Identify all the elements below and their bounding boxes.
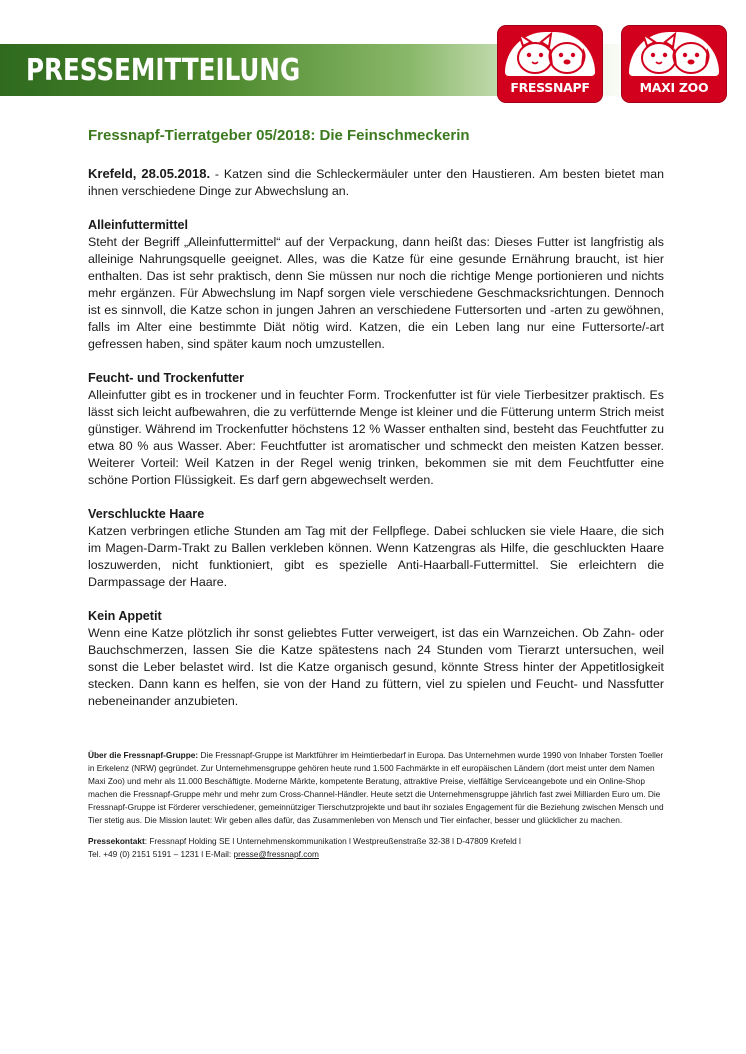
section-heading: Alleinfuttermittel bbox=[88, 218, 189, 232]
cat-and-dog-icon bbox=[629, 32, 719, 76]
section-body: Steht der Begriff „Alleinfuttermittel“ auf der Verpackung, dann heißt das: Dieses Futter ist langfristig als alleinige Nahrungsquelle geeignet. Alles, was die Katze für eine gesunde Ernährung braucht, ist hier enthalten. Das ist sehr praktisch, denn Sie müssen nur noch die richtige Menge portionieren und nichts mehr ergänzen. Für Abwechslung im Napf sorgen viele verschiedene Geschmacksrichtungen. Dennoch ist es sinnvoll, die Katze schon in jungen Jahren an verschiedene Futtersorten und -arten zu gewöhnen, falls im Alter eine bestimmte Diät nötig wird. Katzen, die ein Leben lang nur eine Futtersorte/-art gefressen haben, sind später kaum noch umzustellen. bbox=[88, 235, 664, 351]
intro-paragraph bbox=[88, 165, 664, 200]
about-company bbox=[88, 749, 664, 827]
section-body: Katzen verbringen etliche Stunden am Tag mit der Fellpflege. Dabei schlucken sie viele Haare, die sich im Magen-Darm-Trakt zu Ballen verkleben können. Wenn Katzengras als Hilfe, die geschluckten Haare loszuwerden, nicht funktioniert, gibt es spezielle Anti-Haarball-Futtermittel. Sie erleichtern die Darmpassage der Haare. bbox=[88, 524, 664, 589]
section-feucht-trockenfutter bbox=[88, 370, 664, 489]
section-heading: Verschluckte Haare bbox=[88, 507, 205, 521]
contact-address: : Fressnapf Holding SE l Unternehmenskommunikation l Westpreußenstraße 32-38 l D-47809 Krefeld l bbox=[144, 836, 521, 846]
section-verschluckte-haare bbox=[88, 506, 664, 591]
page-title: Fressnapf-Tierratgeber 05/2018: Die Feinschmeckerin bbox=[88, 127, 470, 144]
fressnapf-logo bbox=[498, 26, 602, 102]
maxi-zoo-logo bbox=[622, 26, 726, 102]
logo-text: FRESSNAPF bbox=[510, 80, 590, 95]
section-kein-appetit bbox=[88, 608, 664, 710]
contact-phone: Tel. +49 (0) 2151 5191 – 1231 l E-Mail: bbox=[88, 849, 234, 859]
cat-and-dog-icon bbox=[505, 32, 595, 76]
section-heading: Kein Appetit bbox=[88, 609, 162, 623]
logo-text: MAXI ZOO bbox=[639, 80, 709, 95]
contact-label: Pressekontakt bbox=[88, 836, 145, 846]
banner-title: PRESSEMITTEILUNG bbox=[26, 53, 301, 88]
press-release-body bbox=[88, 165, 664, 727]
dateline: Krefeld, 28.05.2018. bbox=[88, 166, 211, 181]
intro-text: - Katzen sind die Schleckermäuler unter den Haustieren. Am besten bietet man ihnen verschiedene Dinge zur Abwechslung an. bbox=[88, 167, 664, 198]
section-body: Alleinfutter gibt es in trockener und in feuchter Form. Trockenfutter ist für viele Tierbesitzer praktisch. Es lässt sich leicht aufbewahren, die zu verfütternde Menge ist kleiner und die Fütterung unterm Strich meist günstiger. Während im Trockenfutter höchstens 12 % Wasser enthalten sind, besteht das Feuchtfutter zu etwa 80 % aus Wasser. Aber: Feuchtfutter ist aromatischer und schmeckt den meisten Katzen besser. Weiterer Vorteil: Weil Katzen in der Regel wenig trinken, bekommen sie mit dem Feuchtfutter eine schöne Portion Flüssigkeit. Es darf gern abgewechselt werden. bbox=[88, 388, 664, 487]
section-heading: Feucht- und Trockenfutter bbox=[88, 371, 245, 385]
footer bbox=[88, 749, 664, 861]
section-body: Wenn eine Katze plötzlich ihr sonst geliebtes Futter verweigert, ist das ein Warnzeichen. Ob Zahn- oder Bauchschmerzen, lassen Sie die Katze spätestens nach 24 Stunden vom Tierarzt untersuchen, weil sonst die Leber belastet wird. Ist die Katze organisch gesund, könnte Stress hinter der Appetitlosigkeit stecken. Dann kann es helfen, sie von der Hand zu füttern, viel zu spielen und Feucht- und Nassfutter nebeneinander anzubieten. bbox=[88, 626, 664, 708]
section-alleinfuttermittel bbox=[88, 217, 664, 353]
contact-email-link[interactable]: presse@fressnapf.com bbox=[233, 849, 319, 859]
about-label: Über die Fressnapf-Gruppe: bbox=[88, 750, 199, 760]
about-text: Die Fressnapf-Gruppe ist Marktführer im Heimtierbedarf in Europa. Das Unternehmen wurde 1990 von Inhaber Torsten Toeller in Erkelenz (NRW) gegründet. Zur Unternehmensgruppe gehören heute rund 1.500 Fachmärkte in elf europäischen Ländern (dort meist unter dem Namen Maxi Zoo) und mehr als 11.000 Beschäftigte. Moderne Märkte, kompetente Beratung, attraktive Preise, vielfältige Serviceangebote und ein Online-Shop machen die Fressnapf-Gruppe mehr und mehr zum Cross-Channel-Händler. Heute setzt die Unternehmensgruppe jährlich fast zwei Milliarden Euro um. Die Fressnapf-Gruppe ist Förderer verschiedener, gemeinnütziger Tierschutzprojekte und baut ihr soziales Engagement für die Beziehung zwischen Mensch und Tier stetig aus. Die Mission lautet: Wir geben alles dafür, das Zusammenleben von Mensch und Tier einfacher, besser und glücklicher zu machen. bbox=[88, 750, 664, 825]
press-contact bbox=[88, 835, 664, 861]
